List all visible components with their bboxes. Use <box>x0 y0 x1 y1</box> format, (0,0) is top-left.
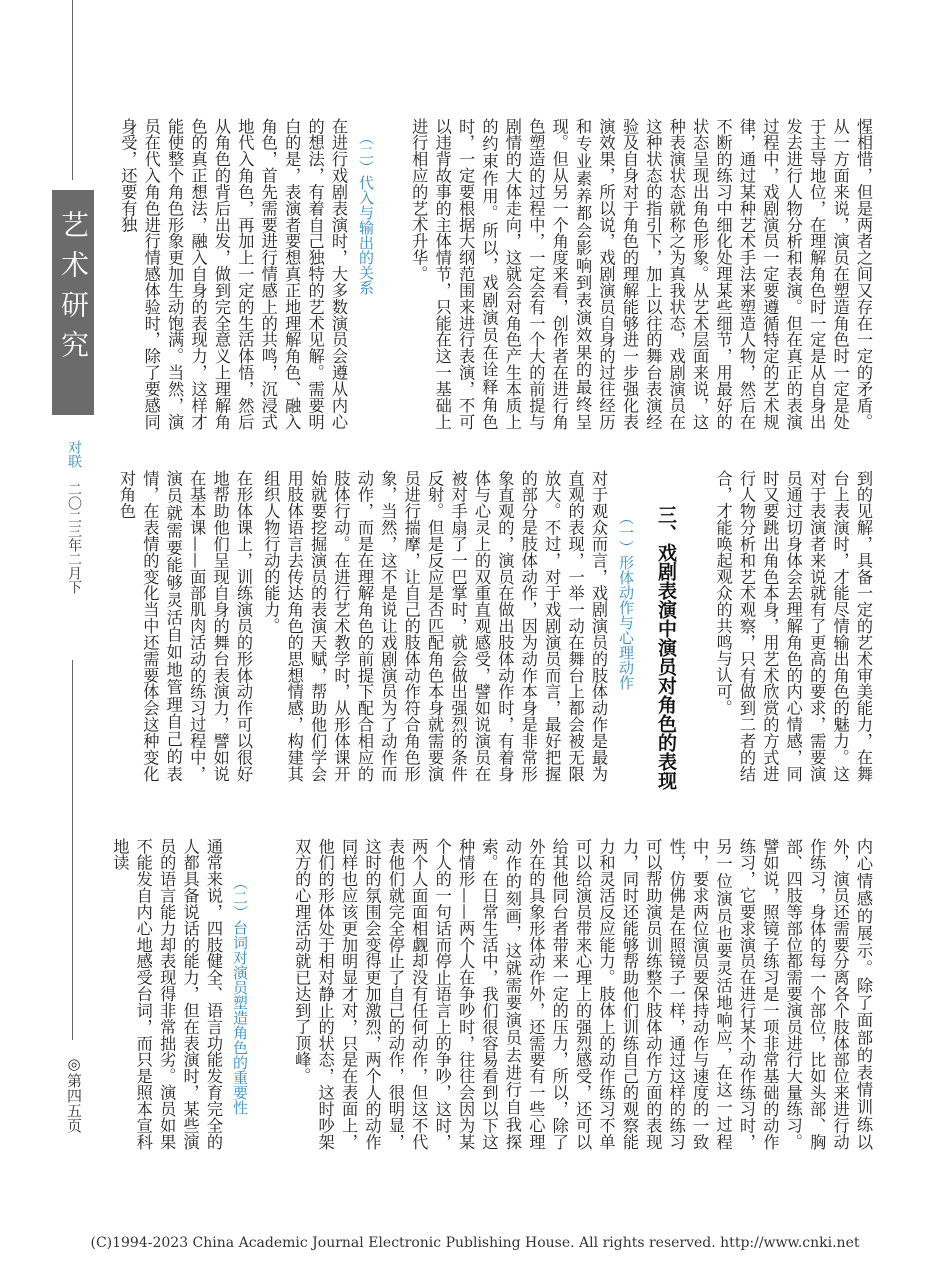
journal-issue <box>64 440 84 594</box>
text-column-2: 在进行戏剧表演时，大多数演员会遵从内心的想法，有着自己独特的艺术见解。需要明白的是，表演者要想真正地理解角色、融入角色，首先需要进行情感上的共鸣，沉浸式地代入角色，再加上一定的生活体悟，然后从角色的背后出发，做到完全意义上理解角色的真正想法，融入自身的表现力，这样才能使整个角色形象更加生动饱满。当然，演员在代入角色进行情感体验时，除了要感同身受，还要有独 <box>118 118 348 430</box>
text-column-6: 通常来说，四肢健全、语言功能发育完全的人都具备说话的能力，但在表演时，某些演员的语言能力却表现得非常拙劣。演员如果不能发自内心地感受台词，而只是照本宣科地读 <box>110 838 223 1150</box>
margin-rule-bottom <box>72 660 73 1040</box>
subheading-lines: （二）台词对演员塑造角色的重要性 <box>231 875 249 1115</box>
section-heading: 三、戏剧表演中演员对角色的表现 <box>655 505 677 790</box>
text-column-1: 惺相惜，但是两者之间又存在一定的矛盾。从一方面来说，演员在塑造角色时一定是处于主导地位，在理解角色时一定是从自身出发去进行人物分析和表演。但在真正的表演过程中，戏剧演员一定要遵循特定的艺术规律，通过某种艺术手法来塑造人物，然后在不断的练习中细化处理某些细节，用最好的状态呈现出角色形象。从艺术层面来说，这种表演状态就称之为真我状态，戏剧演员在这种状态的指引下，加上以往的舞台表演经验及自身对于角色的理解能够进一步强化表演效果，所以说，戏剧演员自身的过往经历和专业素养都会影响到表演效果的最终呈现。但从另一个角度来看，创作者在进行角色塑造的过程中，一定会有一个大的前提与剧情的大体走向，这就会对角色产生本质上的约束作用。所以，戏剧演员在诠释角色时，一定要根据大纲范围来进行表演，不可以违背故事的主体情节，只能在这一基础上进行相应的艺术升华。 <box>409 118 873 430</box>
issue-date: 二〇二三年二月下 <box>66 482 82 595</box>
text-column-4: 对于观众而言，戏剧演员的肢体动作是最为直观的表现，一举一动在舞台上都会被无限放大。不过，对于戏剧演员而言，最好把握的部分是肢体动作，因为动作本身是非常形象直观的，演员在做出肢体动作时，有着身体与心灵上的双重直观感受，譬如说演员在被对手扇了一巴掌时，就会做出强烈的条件反射。但是反应是否匹配角色本身就需要演员进行揣摩，让自己的肢体动作符合角色形象，当然，这不是说让戏剧演员为了动作而动作，而是在理解角色的前提下配合相应的肢体行动。在进行艺术教学时，从形体课开始就要挖掘演员的表演天赋，帮助他们学会用肢体语言去传达角色的思想情感，构建其组织人物行动的能力。 <box>261 470 608 782</box>
copyright-footer: (C)1994-2023 China Academic Journal Electronic Publishing House. All rights reserved. http://www.cnki.net <box>90 1235 860 1251</box>
section-banner <box>52 190 94 415</box>
subheading-body-action: （一）形体动作与心理动作 <box>617 510 635 690</box>
margin-rule-top <box>72 0 73 180</box>
text-column-4b: 在形体课上，训练演员的形体动作可以很好地帮助他们呈现自身的舞台表演力，譬如说在基本课——面部肌肉活动的练习过程中，演员就需要能够灵活自如地管理自己的表情，在表情的变化当中还需要体会这种变化对角色 <box>116 470 253 782</box>
banner-title: 艺术研究 <box>57 210 90 370</box>
text-column-3: 到的见解，具备一定的艺术审美能力，在舞台上表演时，才能尽情输出角色的魅力。这对于表演者来说就有了更高的要求，需要演员通过切身体会去理解角色的内心情感，同时又要跳出角色本身，用艺术欣赏的方式进行人物分析和艺术观察，只有做到二者的结合，才能唤起观众的共鸣与认可。 <box>713 470 873 782</box>
journal-name: 对联 <box>66 440 82 468</box>
text-column-5: 内心情感的展示。除了面部的表情训练以外，演员还需要分离各个肢体部位来进行动作练习，身体的每一个部位，比如头部、胸部、四肢等部位都需要演员进行大量练习。譬如说，照镜子练习是一项非常基础的动作练习，它要求演员在进行某个动作练习时，另一位演员也要灵活地响应，在这一过程中，要求两位演员要保持动作与速度的一致性，仿佛是在照镜子一样，通过这样的练习可以帮助演员训练整个肢体动作方面的表现力，同时还能够帮助他们训练自己的观察能力和灵活反应能力。肢体上的动作练习不单可以给演员带来心理上的强烈感受，还可以给其他同台者带来一定的压力，所以，除了外在的具象形体动作外，还需要有一些心理动作的刻画，这就需要演员去进行自我探索。在日常生活中，我们很容易看到以下这种情形——两个人在争吵时，往往会因为某个人的一句话而停止语言上的争吵，这时，两个人面面相觑却没有任何动作，但这不代表他们就完全停止了自己的动作，很明显，这时的氛围会变得更加激烈，两个人的动作同样也应该更加明显才对，只是在表面上，他们的形体处于相对静止的状态，这时吵架双方的心理活动就已达到了顶峰。 <box>292 838 873 1150</box>
subheading-input-output: （二）代入与输出的关系 <box>357 130 375 295</box>
page-number: ◎第四五页 <box>65 1055 83 1133</box>
